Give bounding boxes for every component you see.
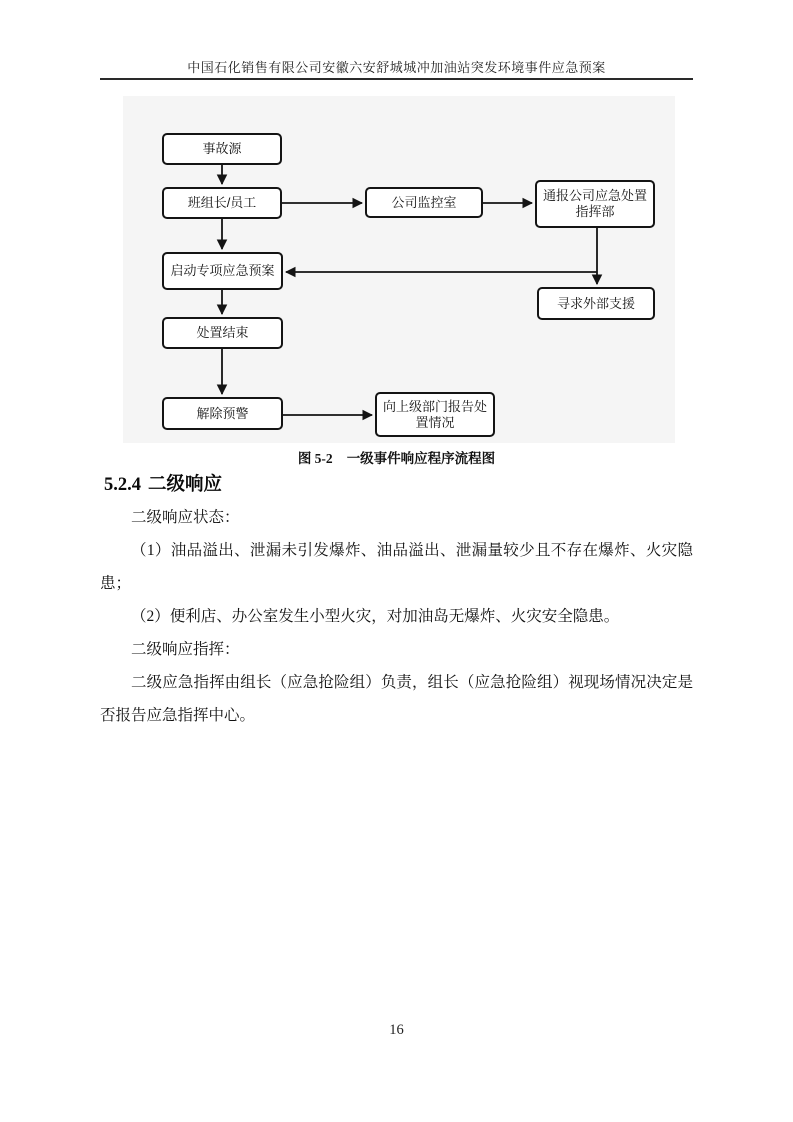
paragraph-response-state: 二级响应状态： [131, 509, 240, 526]
flow-node-report-superior: 向上级部门报告处置情况 [375, 392, 495, 437]
paragraph-condition-1: （1）油品溢出、泄漏未引发爆炸、油品溢出、泄漏量较少且不存在爆炸、火灾隐患； [100, 542, 693, 592]
flow-node-monitor-room: 公司监控室 [365, 187, 483, 218]
flow-node-team-leader: 班组长/员工 [162, 187, 282, 219]
flow-node-notify-hq: 通报公司应急处置指挥部 [535, 180, 655, 228]
flow-node-lift-warning: 解除预警 [162, 397, 283, 430]
section-title: 二级响应 [148, 473, 223, 494]
paragraph-condition-2: （2）便利店、办公室发生小型火灾，对加油岛无爆炸、火灾安全隐患。 [131, 608, 620, 625]
flow-node-disposal-end: 处置结束 [162, 317, 283, 349]
flow-node-external-support: 寻求外部支援 [537, 287, 655, 320]
page-number: 16 [389, 1022, 404, 1038]
flow-node-accident-source: 事故源 [162, 133, 282, 165]
header-title: 中国石化销售有限公司安徽六安舒城城冲加油站突发环境事件应急预案 [187, 60, 606, 75]
section-body [100, 501, 693, 732]
paragraph-command-detail: 二级应急指挥由组长（应急抢险组）负责，组长（应急抢险组）视现场情况决定是否报告应急指挥中心。 [100, 674, 693, 724]
paragraph-response-command: 二级响应指挥： [131, 641, 240, 658]
flowchart-panel [123, 96, 675, 443]
figure-title: 一级事件响应程序流程图 [346, 451, 496, 466]
figure-number: 图 5-2 [297, 451, 333, 466]
section-heading [104, 470, 222, 496]
header-rule [100, 78, 693, 80]
flow-node-launch-plan: 启动专项应急预案 [162, 252, 283, 290]
figure-caption [0, 447, 793, 467]
section-number: 5.2.4 [104, 475, 141, 495]
